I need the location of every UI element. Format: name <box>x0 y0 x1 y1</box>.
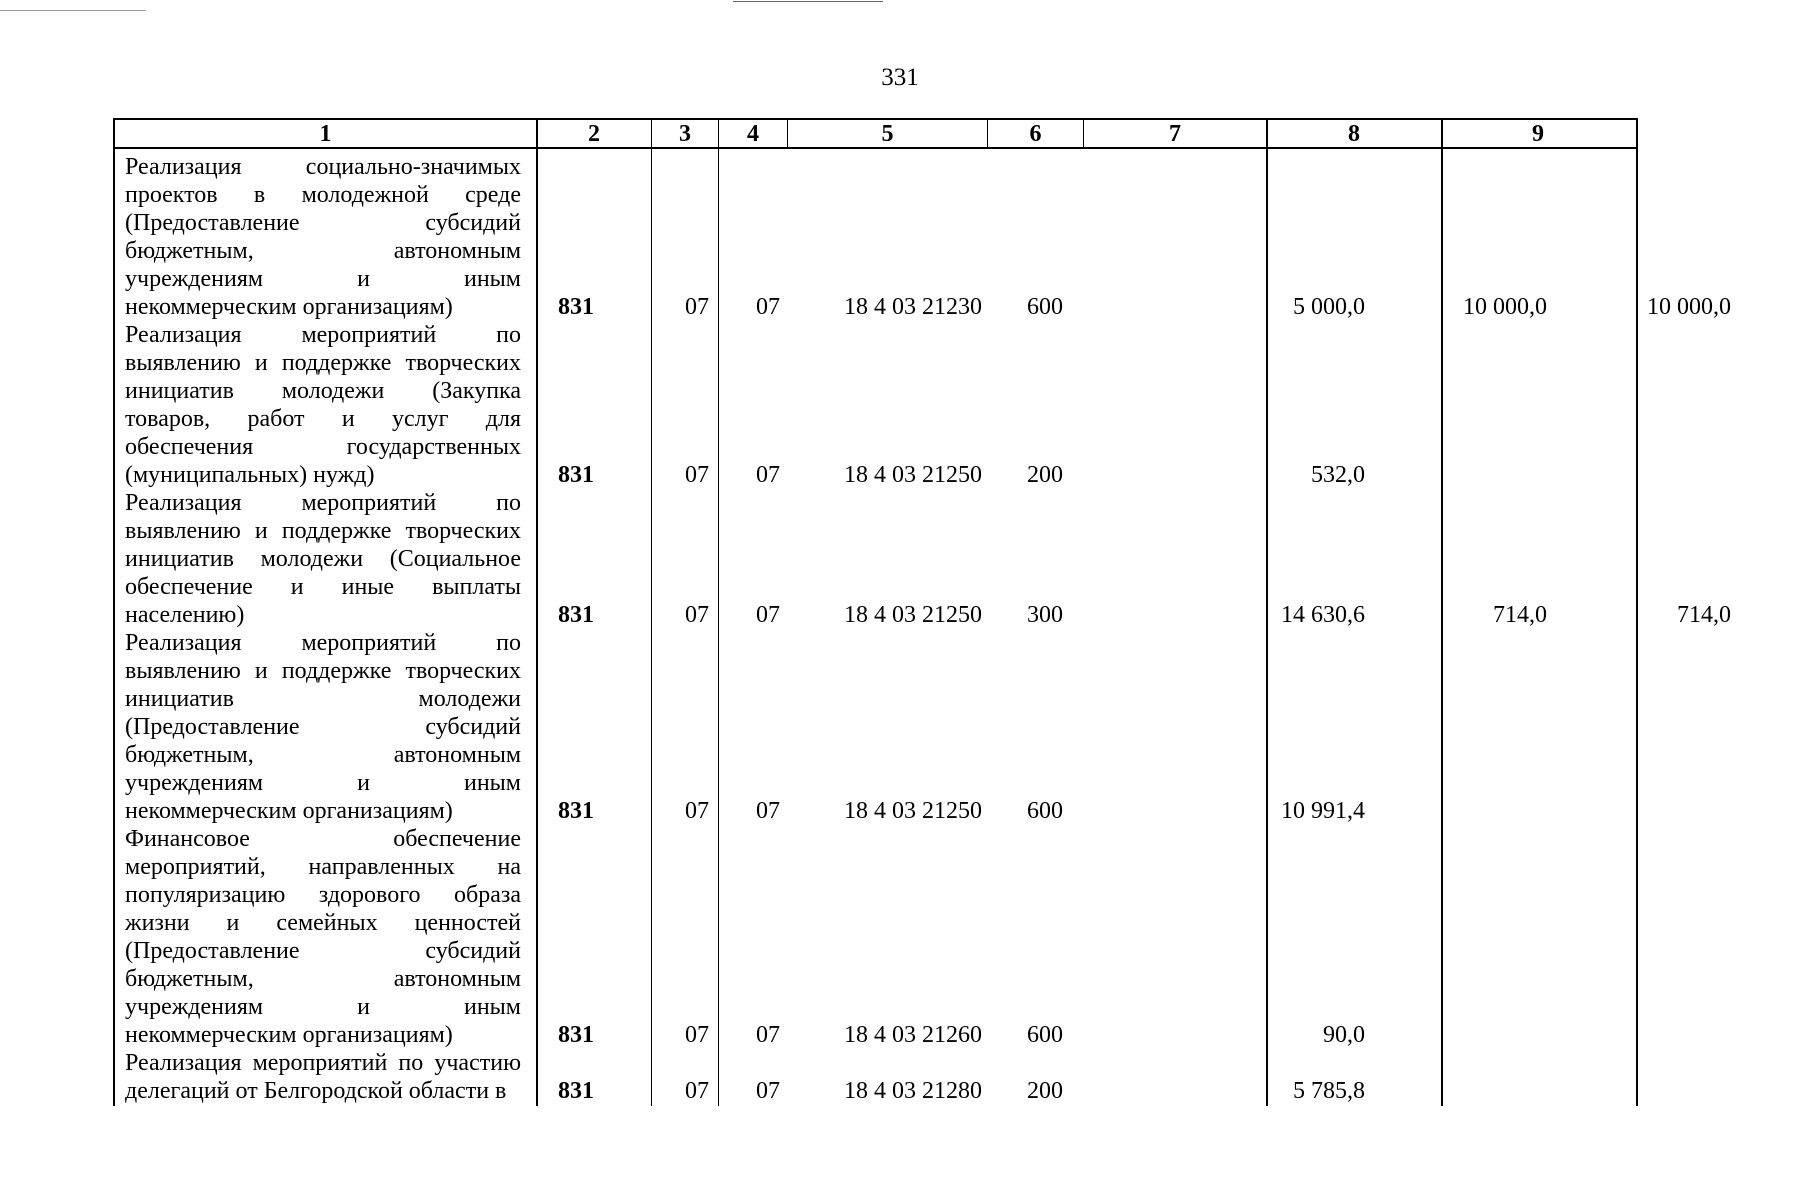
description-line: учреждениям и иным <box>125 994 521 1020</box>
expense-type-cell: 200 <box>1027 462 1063 488</box>
description-line: инициатив молодежи <box>125 686 521 712</box>
header-cell: 9 <box>1532 121 1544 147</box>
amount-cell: 5 785,8 <box>1293 1078 1365 1104</box>
amount-cell: 90,0 <box>1323 1022 1365 1048</box>
header-cell: 2 <box>588 121 600 147</box>
target-article-cell: 18 4 03 21230 <box>844 294 982 320</box>
amount-cell: 714,0 <box>1677 602 1731 628</box>
target-article-cell: 18 4 03 21250 <box>844 602 982 628</box>
subsection-cell: 07 <box>756 798 780 824</box>
table-header-row <box>115 118 1636 149</box>
row-description <box>125 153 521 321</box>
code-cell: 831 <box>558 1022 594 1048</box>
amount-cell: 10 000,0 <box>1647 294 1731 320</box>
subsection-cell: 07 <box>756 294 780 320</box>
description-line: обеспечения государственных <box>125 434 521 460</box>
description-line: (муниципальных) нужд) <box>125 462 375 488</box>
description-line: проектов в молодежной среде <box>125 182 521 208</box>
target-article-cell: 18 4 03 21280 <box>844 1078 982 1104</box>
section-cell: 07 <box>685 798 709 824</box>
amount-cell: 714,0 <box>1493 602 1547 628</box>
scan-artifact-line <box>0 10 146 11</box>
description-line: инициатив молодежи (Социальное <box>125 546 521 572</box>
description-line: Реализация мероприятий по <box>125 630 521 656</box>
description-line: Реализация мероприятий по <box>125 322 521 348</box>
description-line: некоммерческим организациям) <box>125 294 453 320</box>
header-cell: 1 <box>319 121 332 147</box>
page-number: 331 <box>881 64 919 91</box>
code-cell: 831 <box>558 1078 594 1104</box>
section-cell: 07 <box>685 1078 709 1104</box>
code-cell: 831 <box>558 462 594 488</box>
subsection-cell: 07 <box>756 462 780 488</box>
header-cell: 4 <box>747 121 759 147</box>
description-line: выявлению и поддержке творческих <box>125 518 521 544</box>
description-line: Реализация социально-значимых <box>125 154 521 180</box>
row-description <box>125 321 521 489</box>
amount-cell: 10 991,4 <box>1281 798 1365 824</box>
description-line: учреждениям и иным <box>125 770 521 796</box>
section-cell: 07 <box>685 462 709 488</box>
description-line: мероприятий, направленных на <box>125 854 521 880</box>
amount-cell: 532,0 <box>1311 462 1365 488</box>
column-divider <box>536 118 538 1106</box>
target-article-cell: 18 4 03 21250 <box>844 798 982 824</box>
expense-type-cell: 600 <box>1027 294 1063 320</box>
header-cell: 3 <box>679 121 691 147</box>
description-line: некоммерческим организациям) <box>125 798 453 824</box>
description-line: учреждениям и иным <box>125 266 521 292</box>
description-line: (Предоставление субсидий <box>125 210 521 236</box>
header-cell: 6 <box>1029 121 1042 147</box>
code-cell: 831 <box>558 294 594 320</box>
description-line: Реализация мероприятий по участию <box>125 1050 521 1076</box>
description-line: популяризацию здорового образа <box>125 882 521 908</box>
expense-type-cell: 600 <box>1027 798 1063 824</box>
description-line: выявлению и поддержке творческих <box>125 350 521 376</box>
row-description <box>125 1049 521 1105</box>
subsection-cell: 07 <box>756 1078 780 1104</box>
description-line: некоммерческим организациям) <box>125 1022 453 1048</box>
description-line: бюджетным, автономным <box>125 966 521 992</box>
description-line: выявлению и поддержке творческих <box>125 658 521 684</box>
section-cell: 07 <box>685 602 709 628</box>
expense-type-cell: 300 <box>1027 602 1063 628</box>
description-line: делегаций от Белгородской области в <box>125 1078 507 1104</box>
description-line: Финансовое обеспечение <box>125 826 521 852</box>
amount-cell: 14 630,6 <box>1281 602 1365 628</box>
header-cell: 5 <box>881 121 894 147</box>
description-line: бюджетным, автономным <box>125 238 521 264</box>
amount-cell: 10 000,0 <box>1463 294 1547 320</box>
description-line: товаров, работ и услуг для <box>125 406 521 432</box>
description-line: обеспечение и иные выплаты <box>125 574 521 600</box>
target-article-cell: 18 4 03 21260 <box>844 1022 982 1048</box>
header-cell: 8 <box>1348 121 1360 147</box>
description-line: (Предоставление субсидий <box>125 938 521 964</box>
code-cell: 831 <box>558 798 594 824</box>
subsection-cell: 07 <box>756 1022 780 1048</box>
description-line: бюджетным, автономным <box>125 742 521 768</box>
section-cell: 07 <box>685 294 709 320</box>
expense-type-cell: 200 <box>1027 1078 1063 1104</box>
description-line: жизни и семейных ценностей <box>125 910 521 936</box>
target-article-cell: 18 4 03 21250 <box>844 462 982 488</box>
amount-cell: 5 000,0 <box>1293 294 1365 320</box>
header-cell: 7 <box>1169 121 1181 147</box>
column-divider <box>651 118 652 1106</box>
expense-type-cell: 600 <box>1027 1022 1063 1048</box>
scan-artifact-line <box>733 1 883 2</box>
section-cell: 07 <box>685 1022 709 1048</box>
code-cell: 831 <box>558 602 594 628</box>
description-line: населению) <box>125 602 245 628</box>
row-description <box>125 489 521 629</box>
row-description <box>125 825 521 1049</box>
subsection-cell: 07 <box>756 602 780 628</box>
description-line: инициатив молодежи (Закупка <box>125 378 521 404</box>
budget-table <box>113 118 1731 1106</box>
description-line: (Предоставление субсидий <box>125 714 521 740</box>
description-line: Реализация мероприятий по <box>125 490 521 516</box>
row-description <box>125 629 521 825</box>
